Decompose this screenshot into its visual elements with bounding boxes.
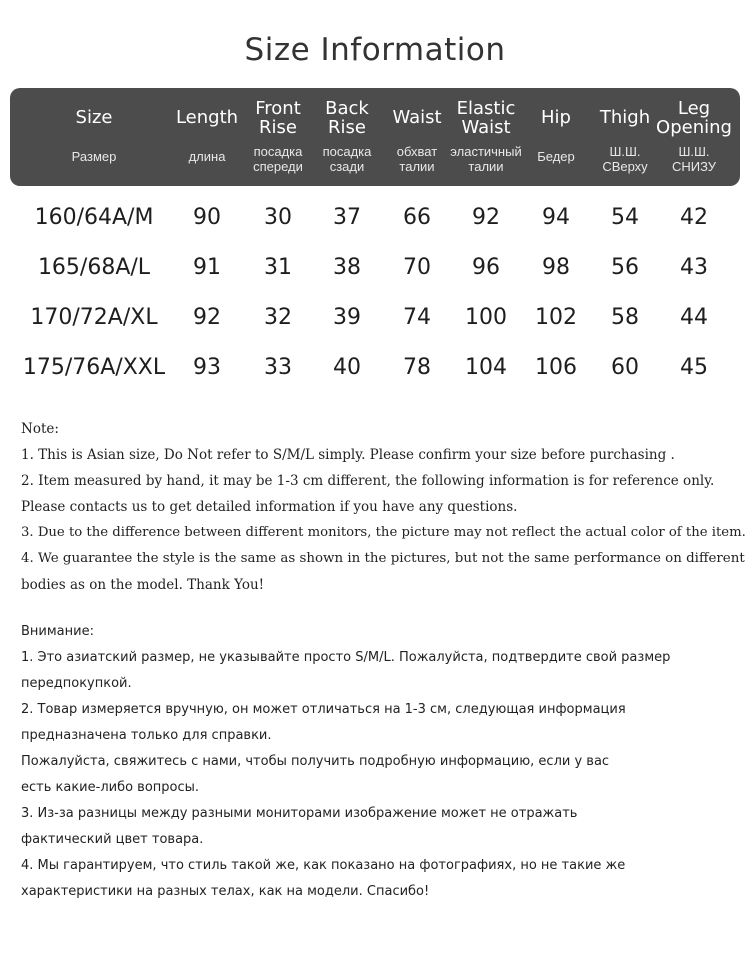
cell-length: 91 bbox=[193, 255, 221, 280]
cell-thigh: 60 bbox=[611, 355, 639, 380]
notes-russian bbox=[21, 619, 746, 905]
note-line: 2. Товар измеряется вручную, он может отличаться на 1-3 см, следующая информация bbox=[21, 702, 626, 717]
column-header-label-line: Hip bbox=[541, 107, 571, 128]
column-header-translation-line: Ш.Ш. bbox=[609, 144, 641, 159]
column-header-label-line: Thigh bbox=[599, 107, 651, 128]
note-line: 2. Item measured by hand, it may be 1-3 cm different, the following information is for reference only. bbox=[21, 473, 715, 489]
cell-hip: 102 bbox=[535, 305, 577, 330]
cell-elastic-waist: 100 bbox=[465, 305, 507, 330]
column-header-label bbox=[242, 99, 314, 137]
column-header-label-line: Waist bbox=[392, 107, 442, 128]
cell-front-rise: 33 bbox=[264, 355, 292, 380]
note-line: фактический цвет товара. bbox=[21, 832, 204, 847]
cell-front-rise: 30 bbox=[264, 205, 292, 230]
cell-thigh: 54 bbox=[611, 205, 639, 230]
cell-length: 90 bbox=[193, 205, 221, 230]
cell-length: 92 bbox=[193, 305, 221, 330]
cell-hip: 98 bbox=[542, 255, 570, 280]
cell-leg-opening: 45 bbox=[680, 355, 708, 380]
note-line: передпокупкой. bbox=[21, 676, 132, 691]
cell-size: 160/64A/M bbox=[34, 205, 154, 230]
column-header-label-line: Opening bbox=[656, 117, 732, 138]
cell-back-rise: 38 bbox=[333, 255, 361, 280]
cell-thigh: 58 bbox=[611, 305, 639, 330]
column-header-translation-line: Бедер bbox=[537, 149, 575, 164]
column-header-elastic-waist bbox=[446, 88, 526, 186]
table-row bbox=[0, 255, 750, 291]
column-header-label bbox=[656, 99, 732, 137]
note-line: bodies as on the model. Thank You! bbox=[21, 577, 265, 593]
column-header-label bbox=[592, 108, 658, 127]
column-header-translation bbox=[656, 144, 732, 174]
cell-front-rise: 31 bbox=[264, 255, 292, 280]
cell-waist: 70 bbox=[403, 255, 431, 280]
column-header-label-line: Back bbox=[325, 98, 369, 119]
page-title: Size Information bbox=[244, 32, 506, 68]
column-header-translation-line: СВерху bbox=[602, 159, 648, 174]
column-header-translation-line: обхват bbox=[396, 144, 438, 159]
column-header-size bbox=[19, 88, 169, 186]
note-heading: Внимание: bbox=[21, 624, 94, 639]
column-header-translation bbox=[446, 144, 526, 174]
table-header bbox=[10, 88, 740, 186]
column-header-label bbox=[526, 108, 586, 127]
column-header-translation-line: посадка bbox=[322, 144, 372, 159]
cell-length: 93 bbox=[193, 355, 221, 380]
column-header-front-rise bbox=[242, 88, 314, 186]
cell-hip: 94 bbox=[542, 205, 570, 230]
cell-size: 175/76A/XXL bbox=[22, 355, 166, 380]
note-line: 4. We guarantee the style is the same as shown in the pictures, but not the same performance on different bbox=[21, 551, 745, 566]
column-header-label-line: Waist bbox=[461, 117, 511, 138]
column-header-translation-line: длина bbox=[188, 149, 226, 164]
cell-elastic-waist: 96 bbox=[472, 255, 500, 280]
column-header-translation bbox=[172, 149, 242, 164]
column-header-translation-line: спереди bbox=[253, 159, 303, 174]
column-header-length bbox=[172, 88, 242, 186]
column-header-thigh bbox=[592, 88, 658, 186]
column-header-waist bbox=[384, 88, 450, 186]
note-line: Please contacts us to get detailed information if you have any questions. bbox=[21, 499, 518, 515]
table-row bbox=[0, 205, 750, 241]
column-header-translation-line: эластичный bbox=[450, 144, 522, 159]
cell-front-rise: 32 bbox=[264, 305, 292, 330]
column-header-translation-line: Размер bbox=[71, 149, 117, 164]
column-header-label bbox=[446, 99, 526, 137]
column-header-translation-line: талии bbox=[468, 159, 504, 174]
notes-english bbox=[21, 416, 746, 598]
note-line: 1. This is Asian size, Do Not refer to S/M/L simply. Please confirm your size before purchasing . bbox=[21, 447, 675, 463]
column-header-translation bbox=[592, 144, 658, 174]
column-header-translation-line: Ш.Ш. bbox=[678, 144, 710, 159]
cell-elastic-waist: 104 bbox=[465, 355, 507, 380]
cell-back-rise: 39 bbox=[333, 305, 361, 330]
cell-elastic-waist: 92 bbox=[472, 205, 500, 230]
cell-leg-opening: 42 bbox=[680, 205, 708, 230]
column-header-translation-line: посадка bbox=[253, 144, 303, 159]
cell-waist: 74 bbox=[403, 305, 431, 330]
column-header-leg-opening bbox=[656, 88, 732, 186]
note-line: 3. Due to the difference between different monitors, the picture may not reflect the actual color of the item. bbox=[21, 525, 746, 540]
column-header-label bbox=[312, 99, 382, 137]
note-line: 4. Мы гарантируем, что стиль такой же, как показано на фотографиях, но не такие же bbox=[21, 858, 626, 873]
column-header-label bbox=[384, 108, 450, 127]
column-header-translation-line: СНИЗУ bbox=[671, 159, 717, 174]
cell-back-rise: 40 bbox=[333, 355, 361, 380]
column-header-translation bbox=[312, 144, 382, 174]
cell-waist: 66 bbox=[403, 205, 431, 230]
cell-size: 165/68A/L bbox=[37, 255, 151, 280]
cell-back-rise: 37 bbox=[333, 205, 361, 230]
column-header-translation bbox=[526, 149, 586, 164]
note-line: предназначена только для справки. bbox=[21, 728, 272, 743]
column-header-label-line: Length bbox=[175, 107, 239, 128]
cell-size: 170/72A/XL bbox=[30, 305, 158, 330]
column-header-back-rise bbox=[312, 88, 382, 186]
column-header-translation bbox=[242, 144, 314, 174]
column-header-translation bbox=[19, 149, 169, 164]
cell-leg-opening: 43 bbox=[680, 255, 708, 280]
table-row bbox=[0, 305, 750, 341]
column-header-label-line: Size bbox=[75, 107, 113, 128]
cell-waist: 78 bbox=[403, 355, 431, 380]
column-header-label bbox=[19, 108, 169, 127]
column-header-label-line: Elastic bbox=[456, 98, 516, 119]
column-header-label-line: Rise bbox=[328, 117, 366, 138]
column-header-translation-line: талии bbox=[399, 159, 435, 174]
column-header-label-line: Rise bbox=[259, 117, 297, 138]
cell-leg-opening: 44 bbox=[680, 305, 708, 330]
note-line: 1. Это азиатский размер, не указывайте просто S/M/L. Пожалуйста, подтвердите свой размер bbox=[21, 650, 671, 665]
note-line: есть какие-либо вопросы. bbox=[21, 780, 200, 795]
column-header-translation-line: сзади bbox=[329, 159, 365, 174]
column-header-label bbox=[172, 108, 242, 127]
column-header-label-line: Front bbox=[255, 98, 301, 119]
note-line: 3. Из-за разницы между разными мониторами изображение может не отражать bbox=[21, 806, 578, 821]
column-header-hip bbox=[526, 88, 586, 186]
cell-thigh: 56 bbox=[611, 255, 639, 280]
note-heading: Note: bbox=[21, 421, 59, 437]
cell-hip: 106 bbox=[535, 355, 577, 380]
note-line: Пожалуйста, свяжитесь с нами, чтобы получить подробную информацию, если у вас bbox=[21, 754, 610, 769]
note-line: характеристики на разных телах, как на модели. Спасибо! bbox=[21, 884, 430, 899]
column-header-label-line: Leg bbox=[677, 98, 711, 119]
column-header-translation bbox=[384, 144, 450, 174]
table-row bbox=[0, 355, 750, 391]
